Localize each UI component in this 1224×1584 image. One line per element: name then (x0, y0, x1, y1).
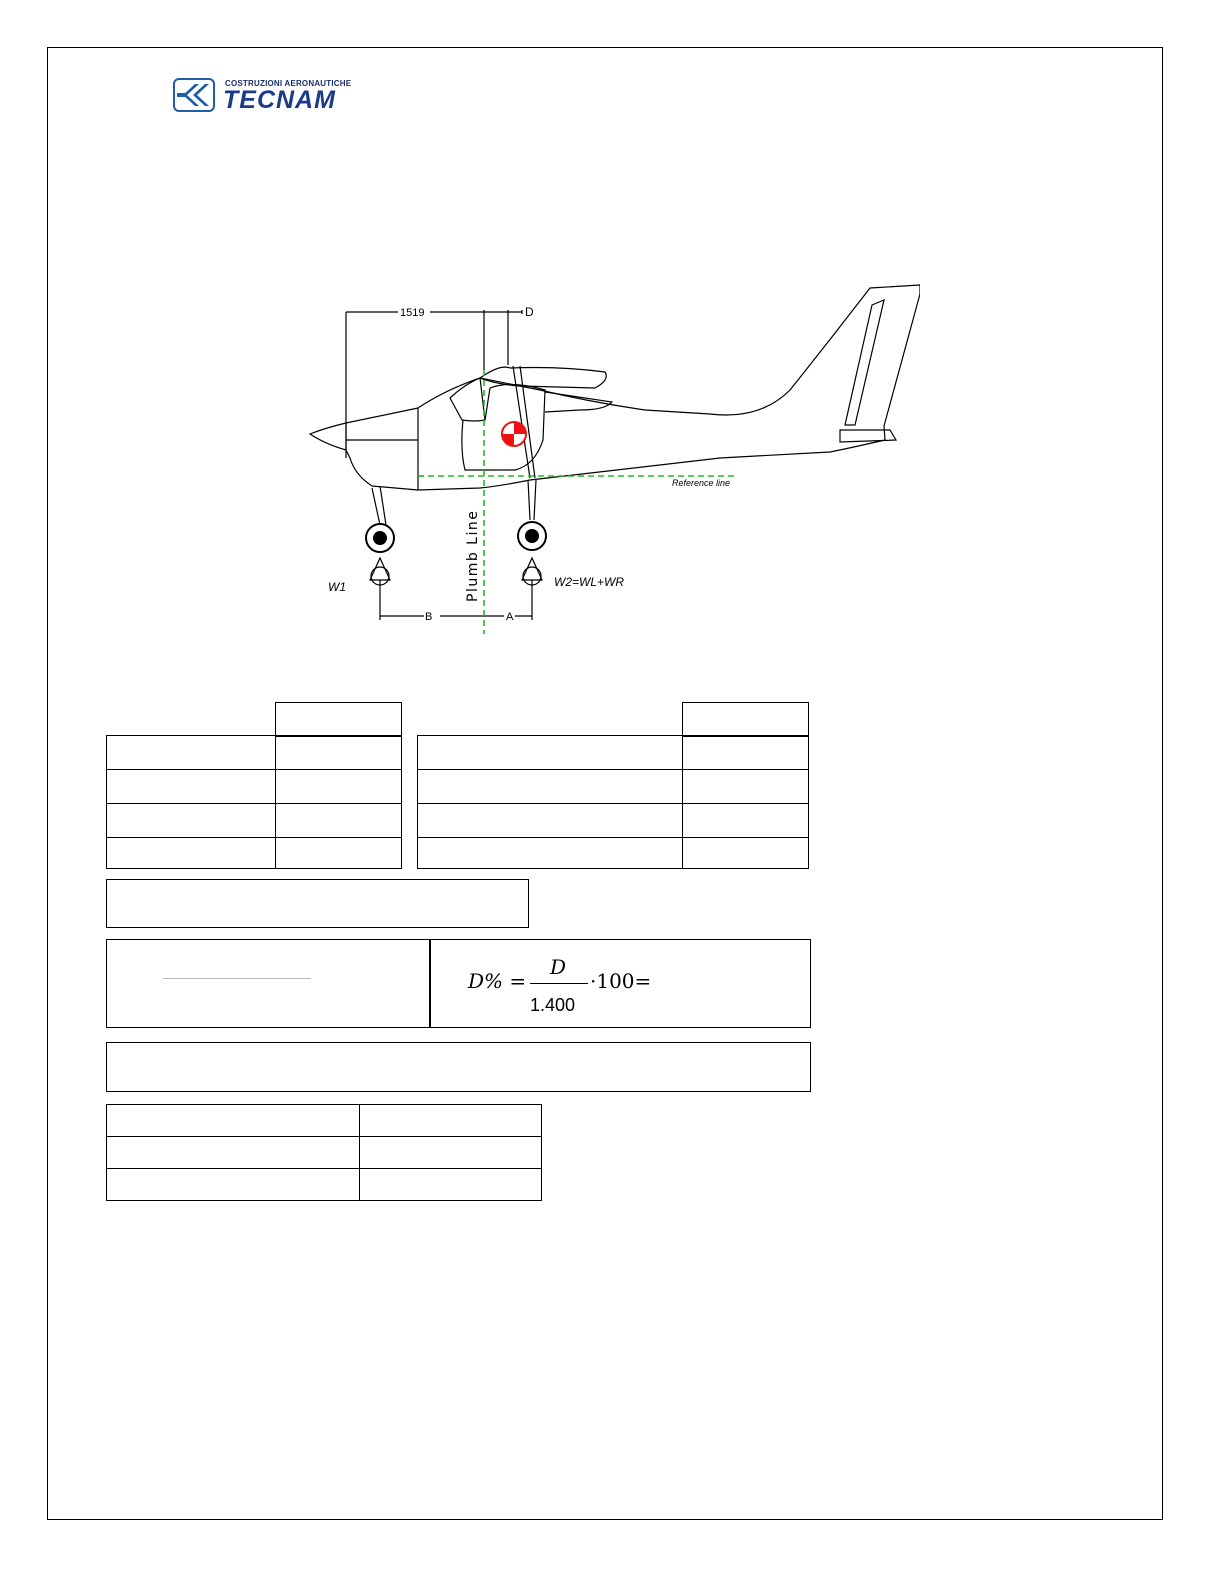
right-table-header-cell[interactable] (682, 702, 809, 737)
table-cell[interactable] (107, 1105, 360, 1137)
left-weights-table (106, 735, 402, 869)
label-plumb-line: Plumb Line (465, 509, 481, 602)
aircraft-weighing-diagram (300, 280, 920, 640)
logo-name: TECNAM (223, 86, 336, 114)
formula-fraction-bar (530, 983, 588, 984)
table-cell[interactable] (360, 1105, 542, 1137)
table-cell[interactable] (683, 838, 809, 869)
label-reference-line: Reference line (672, 478, 731, 488)
cg-marker-icon (502, 422, 526, 446)
label-a: A (506, 611, 514, 623)
label-w2: W2=WL+WR (554, 575, 625, 589)
table-cell[interactable] (276, 838, 402, 869)
d-percent-formula (468, 955, 668, 1017)
table-cell[interactable] (107, 770, 276, 804)
table-cell[interactable] (683, 804, 809, 838)
dimension-1519: 1519 (400, 307, 425, 319)
tecnam-logo (173, 78, 353, 116)
table-cell[interactable] (683, 770, 809, 804)
formula-lhs: D% = (468, 969, 527, 993)
table-cell[interactable] (360, 1137, 542, 1169)
table-cell[interactable] (276, 736, 402, 770)
table-cell[interactable] (418, 736, 683, 770)
left-table-header-cell[interactable] (275, 702, 402, 737)
table-cell[interactable] (276, 770, 402, 804)
table-cell[interactable] (418, 804, 683, 838)
table-cell[interactable] (107, 1137, 360, 1169)
table-cell[interactable] (107, 1169, 360, 1201)
label-d: D (525, 305, 534, 319)
summary-box[interactable] (106, 1042, 811, 1092)
table-cell[interactable] (418, 838, 683, 869)
formula-numerator: D (550, 955, 567, 979)
bottom-table (106, 1104, 542, 1201)
formula-rhs: ·100= (590, 969, 652, 993)
table-cell[interactable] (683, 736, 809, 770)
table-cell[interactable] (276, 804, 402, 838)
result-box[interactable] (106, 879, 529, 928)
d-calculation-box[interactable] (106, 939, 431, 1028)
label-b: B (425, 611, 433, 623)
tecnam-logo-icon (173, 78, 215, 112)
table-cell[interactable] (360, 1169, 542, 1201)
table-cell[interactable] (107, 736, 276, 770)
formula-denominator: 1.400 (530, 995, 576, 1015)
table-cell[interactable] (107, 838, 276, 869)
table-cell[interactable] (418, 770, 683, 804)
table-cell[interactable] (107, 804, 276, 838)
fraction-line-blank (163, 978, 311, 979)
label-w1: W1 (328, 580, 346, 594)
logo-tagline: COSTRUZIONI AERONAUTICHE (225, 79, 352, 88)
nose-wheel (366, 524, 394, 552)
main-wheel (518, 522, 546, 550)
right-weights-table (417, 735, 809, 869)
